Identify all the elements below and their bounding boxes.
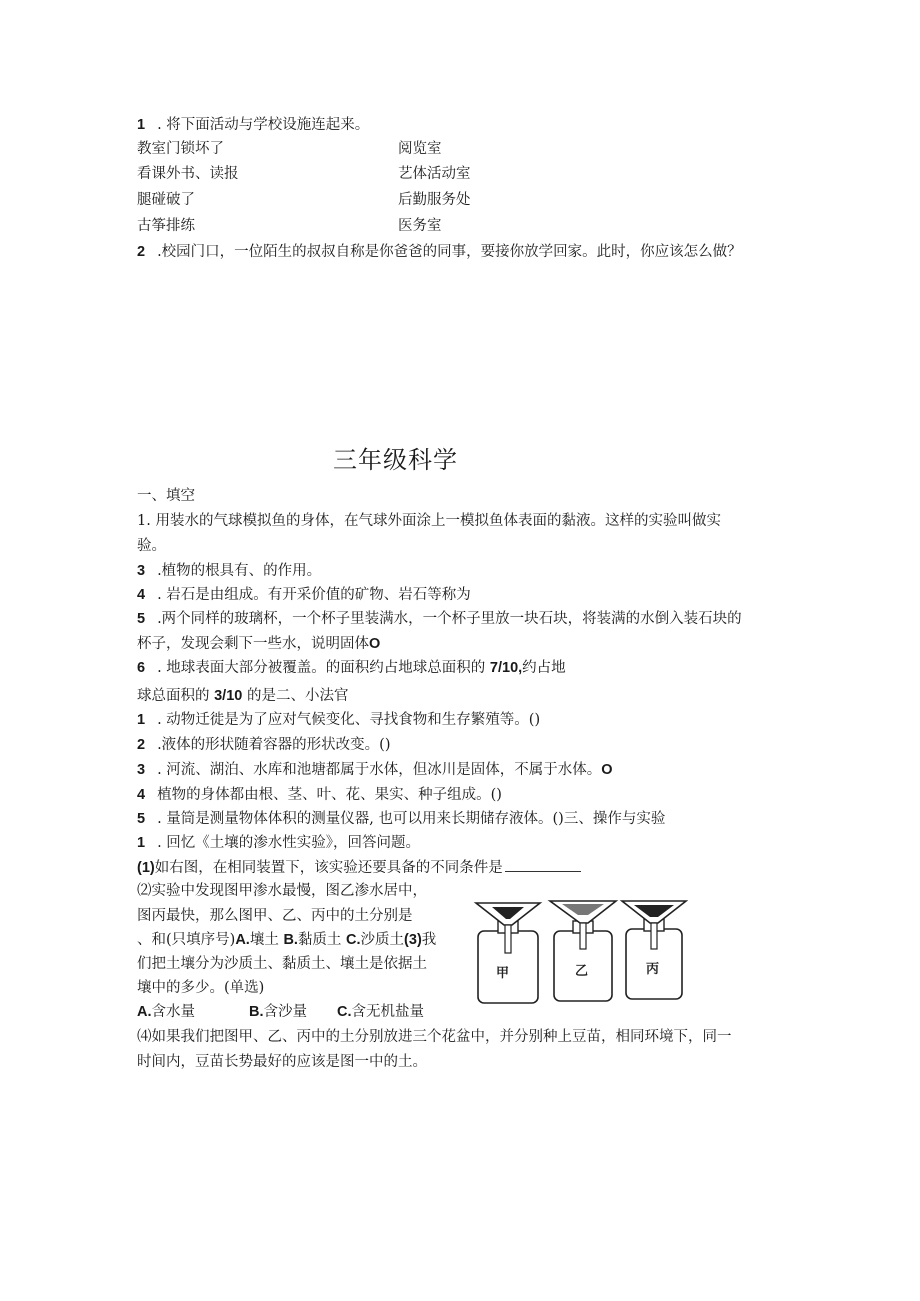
facility-item: 后勤服务处 (398, 192, 471, 208)
soil-permeability-figure (470, 893, 688, 1009)
item-text: 我 (421, 932, 437, 948)
option-text: 黏质土 (297, 932, 347, 948)
fill-item-6 (137, 658, 566, 678)
fill-item-5-cont (137, 634, 380, 654)
facility-item: 阅览室 (398, 141, 442, 157)
option-letter: B. (249, 1004, 264, 1020)
item-number: 4 (137, 587, 146, 603)
op-part-2: ⑵实验中发现图甲渗水最慢，图乙渗水居中， (137, 883, 427, 899)
option-b (249, 1002, 337, 1022)
option-letter: A. (137, 1004, 152, 1020)
item-number: 6 (137, 660, 146, 676)
question-2 (137, 242, 742, 262)
facility-item: 艺体活动室 (398, 166, 471, 182)
option-text: 沙质土 (360, 932, 405, 948)
setup-bing (622, 901, 686, 999)
question-text: . 将下面活动与学校设施连起来。 (157, 117, 370, 133)
fill-item-4 (137, 585, 471, 605)
item-number: 5 (137, 811, 146, 827)
op-part-4-cont: 时间内，豆苗长势最好的应该是图一中的土。 (137, 1054, 427, 1070)
figure-label: 乙 (575, 964, 589, 979)
op-part-2-options (137, 930, 436, 950)
figure-label: 甲 (496, 966, 510, 981)
option-a (137, 1002, 249, 1022)
item-text: .两个同样的玻璃杯，一个杯子里装满水，一个杯子里放一块石块，将装满的水倒入装石块的 (157, 611, 742, 627)
item-text: 球总面积的 (137, 688, 215, 704)
op-part-4: ⑷如果我们把图甲、乙、丙中的土分别放进三个花盆中，并分别种上豆苗，相同环境下，同一 (137, 1029, 732, 1045)
funnel-stem (505, 925, 511, 953)
item-text: . 动物迁徙是为了应对气候变化、寻找食物和生存繁殖等。() (157, 712, 541, 728)
fill-item-5 (137, 609, 742, 629)
activity-item: 看课外书、读报 (137, 166, 239, 182)
facility-item: 医务室 (398, 218, 442, 234)
item-number: 1 (137, 712, 146, 728)
op-part-3-cont: 壤中的多少。(单选) (137, 980, 265, 996)
page-title: 三年级科学 (333, 446, 458, 474)
item-number: 1 (137, 835, 146, 851)
op-part-2-cont: 图丙最快，那么图甲、乙、丙中的土分别是 (137, 908, 413, 924)
item-text: . 量筒是测量物体体积的测量仪器, 也可以用来长期储存液体。()三、操作与实验 (157, 811, 666, 827)
op-part-1 (137, 857, 581, 878)
option-text: 壤土 (249, 932, 284, 948)
part-label: (3) (404, 932, 422, 948)
fill-item-1-cont: 验。 (137, 538, 166, 554)
funnel-stem (580, 923, 586, 949)
judge-item (137, 735, 391, 755)
item-number: 5 (137, 611, 146, 627)
activity-item: 教室门锁坏了 (137, 141, 224, 157)
item-text: 的是二、小法官 (242, 688, 349, 704)
answer-mark: O (369, 636, 381, 652)
option-letter: C. (337, 1004, 352, 1020)
figure-label: 丙 (646, 962, 660, 977)
funnel-stem (651, 923, 657, 949)
setup-yi (550, 901, 616, 1001)
question-number: 1 (137, 117, 146, 133)
judge-item (137, 760, 613, 780)
option-text: 含无机盐量 (351, 1004, 424, 1020)
op-question-1 (137, 833, 420, 853)
option-letter: B. (283, 932, 298, 948)
question-1 (137, 115, 369, 135)
option-c (337, 1004, 424, 1020)
item-number: 2 (137, 737, 146, 753)
fraction: 7/10, (489, 660, 523, 676)
option-letter: A. (235, 932, 250, 948)
option-text: 含沙量 (263, 1004, 307, 1020)
item-text: .植物的根具有、的作用。 (157, 563, 322, 579)
part-label: (1) (137, 860, 155, 876)
item-text: 、和(只填序号) (137, 932, 236, 948)
fraction: 3/10 (214, 688, 243, 704)
item-number: 3 (137, 563, 146, 579)
activity-item: 腿碰破了 (137, 192, 195, 208)
item-text: 杯子，发现会剩下一些水，说明固体 (137, 636, 369, 652)
item-text: . 回忆《土壤的渗水性实验》，回答问题。 (157, 835, 421, 851)
item-text: . 地球表面大部分被覆盖。的面积约占地球总面积的 (157, 660, 490, 676)
activity-item: 古筝排练 (137, 218, 195, 234)
question-text: .校园门口，一位陌生的叔叔自称是你爸爸的同事，要接你放学回家。此时，你应该怎么做？ (157, 244, 742, 260)
item-text: . 河流、湖泊、水库和池塘都属于水体，但冰川是固体，不属于水体。 (157, 762, 602, 778)
section-heading: 一、填空 (137, 488, 195, 504)
fill-item-3 (137, 561, 321, 581)
item-number: 4 (137, 787, 146, 803)
answer-blank (505, 857, 581, 872)
answer-mark: O (601, 762, 613, 778)
option-letter: C. (346, 932, 361, 948)
judge-item (137, 710, 540, 730)
fill-item-1: 1. 用装水的气球模拟鱼的身体，在气球外面涂上一模拟鱼体表面的黏液。这样的实验叫做实 (137, 513, 721, 529)
op-part-3: 们把土壤分为沙质土、黏质土、壤土是依据土 (137, 956, 427, 972)
item-text: 如右图，在相同装置下，该实验还要具备的不同条件是 (154, 860, 503, 876)
item-number: 3 (137, 762, 146, 778)
judge-item (137, 809, 665, 829)
question-number: 2 (137, 244, 146, 260)
item-text: 植物的身体都由根、茎、叶、花、果实、种子组成。() (157, 787, 502, 803)
option-text: 含水量 (151, 1004, 195, 1020)
judge-item (137, 785, 502, 805)
item-text: 约占地 (522, 660, 566, 676)
setup-jia (476, 903, 540, 1003)
fill-item-6-cont (137, 686, 348, 706)
op-part-3-options (137, 1002, 424, 1022)
item-text: .液体的形状随着容器的形状改变。() (157, 737, 391, 753)
item-text: . 岩石是由组成。有开采价值的矿物、岩石等称为 (157, 587, 471, 603)
